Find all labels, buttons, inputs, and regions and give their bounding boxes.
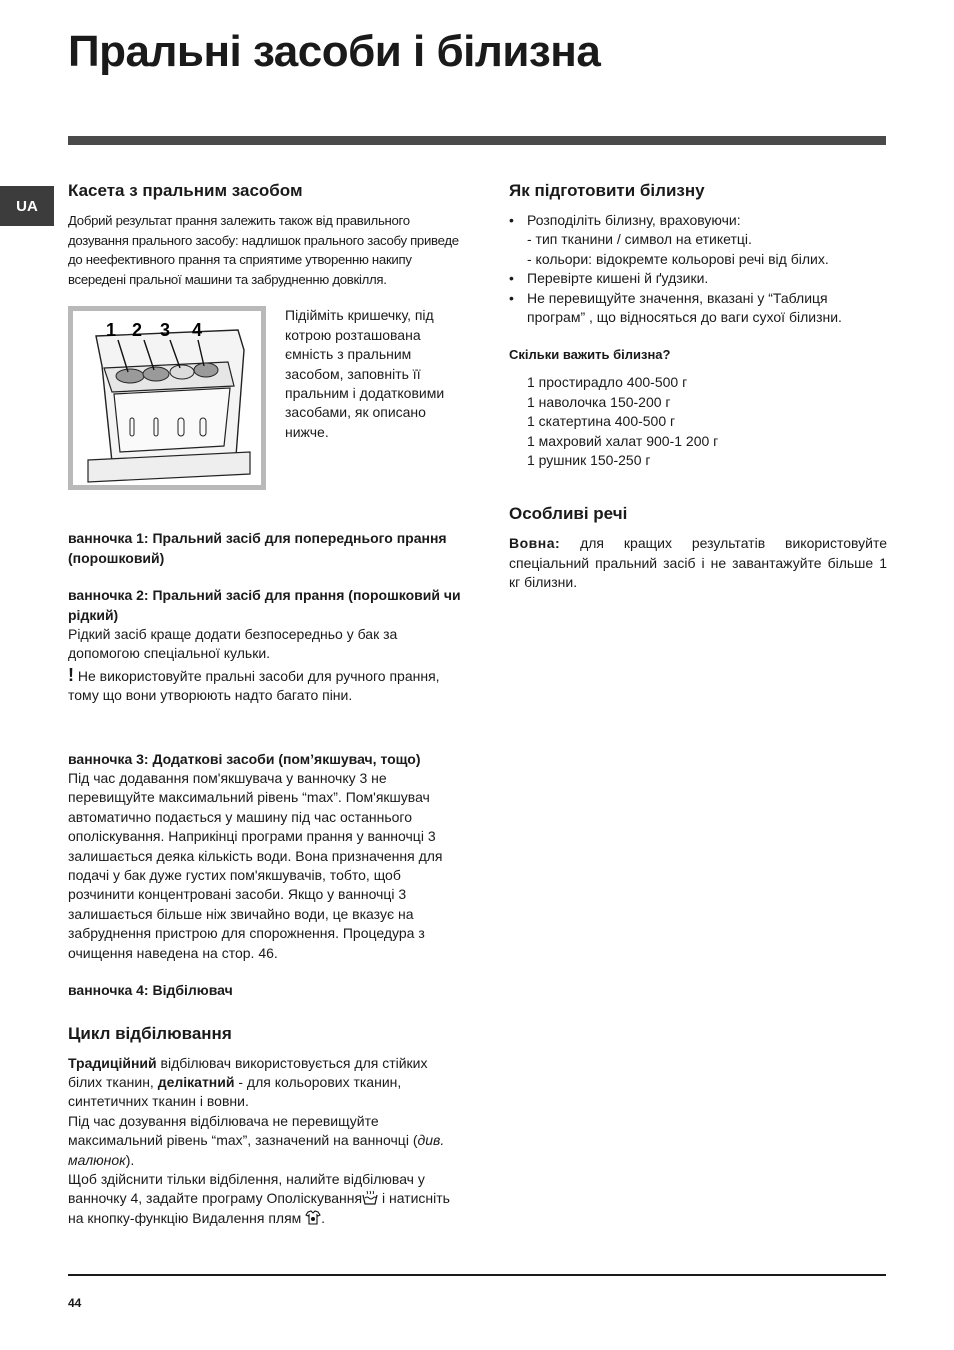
weight-item: 1 рушник 150-250 г [527,452,651,469]
bleach-paragraph-1 [68,1054,464,1112]
cassette-heading: Касета з пральним засобом [68,181,303,200]
right-column [509,180,887,593]
language-tab: UA [0,186,54,226]
bleach-close-paren: ). [125,1151,135,1168]
figure-label-3: 3 [160,320,171,341]
bleach-only-text: Щоб здійснити тільки відбілення, налийте відбілювач у ванночку 4, задайте програму Ополіскування [68,1170,425,1207]
rinse-program-icon [362,1190,378,1205]
left-column [68,180,464,1228]
bleach-text-b: - для кольорових тканин, синтетичних тканин і вовни. [68,1073,402,1110]
figure-caption: Підійміть кришечку, під котрою розташована ємність з пральним засобом, заповніть її пральним і додатковими засобами, як описано нижче. [285,307,445,440]
wool-text: для кращих результатів використовуйте спеціальний пральний засіб і не завантажуйте більше 1 кг білизни. [509,535,887,591]
tray4-heading: ванночка 4: Відбілювач [68,982,233,999]
prep-item-3 [509,289,887,328]
prep-item-2 [509,269,887,288]
prep-item-2-text: Перевірте кишені й ґудзики. [527,270,709,287]
bleach-press-text: і натисніть на кнопку-функцію Видалення плям [68,1190,450,1226]
warning-icon: ! [68,664,74,685]
bleach-period: . [321,1209,326,1226]
bleach-heading: Цикл відбілювання [68,1023,232,1043]
tray2-text: Рідкий засіб краще додати безпосередньо у бак за допомогою спеціальної кульки. [68,626,398,662]
bleach-max-text: Під час дозування відбілювача не перевищуйте максимальний рівень “max”, зазначений на ванночці ( [68,1112,418,1149]
wool-paragraph [509,534,887,592]
stain-removal-icon [305,1210,321,1225]
bleach-traditional-label: Традиційний [68,1054,157,1071]
bleach-delicate-label: делікатний [157,1073,235,1090]
bleach-paragraph-2 [68,1112,464,1170]
weight-item: 1 махровий халат 900-1 200 г [527,432,719,449]
figure-row [68,306,464,490]
detergent-drawer-figure [68,306,266,490]
prep-item-3-text: Не перевищуйте значення, вказані у “Таблиця програм” , що відносяться до ваги сухої білизни. [527,289,842,326]
weight-item: 1 простирадло 400-500 г [527,374,688,391]
prep-list-continued [509,269,887,327]
bleach-paragraph-3 [68,1170,464,1228]
bleach-see-figure: див. малюнок [68,1132,445,1168]
bleach-text-a: відбілювач використовується для стійких білих тканин, [68,1054,428,1090]
prep-item-1 [509,211,887,230]
prep-heading: Як підготовити білизну [509,181,705,200]
prep-list [509,211,887,230]
page-title: Пральні засоби і білизна [68,27,601,76]
figure-label-2: 2 [132,320,143,341]
tray2-heading: ванночка 2: Пральний засіб для прання (порошковий чи рідкий) [68,587,461,623]
title-divider [68,136,886,145]
weight-item: 1 скатертина 400-500 г [527,413,676,430]
weight-list [509,373,887,470]
prep-item-1-text: Розподіліть білизну, враховуючи: [527,212,741,228]
cassette-intro: Добрий результат прання залежить також від правильного дозування прального засобу: надлишок прального засобу приведе до неефективного прання та сприятиме утворенню накипу всередені пральної машини та забрудненню довкілля. [68,213,459,287]
tray3-heading: ванночка 3: Додаткові засоби (пом’якшувач, тощо) [68,750,421,767]
footer-divider [68,1274,886,1276]
weight-question: Скільки важить білизна? [509,347,671,363]
warning-paragraph [68,664,464,706]
prep-subitem-1: - тип тканини / символ на етикетці. [527,231,752,248]
figure-label-4: 4 [192,320,203,341]
figure-label-1: 1 [106,320,117,341]
tray1-heading: ванночка 1: Пральний засіб для попереднього прання (порошковий) [68,530,447,566]
detergent-drawer-illustration [68,306,266,490]
special-items-heading: Особливі речі [509,504,628,524]
prep-subitem-2: - кольори: відокремте кольорові речі від білих. [527,250,829,267]
wool-label: Вовна: [509,535,561,552]
page-number: 44 [68,1296,82,1310]
warning-text: Не використовуйте пральні засоби для ручного прання, тому що вони утворюють надто багато піни. [68,667,440,704]
weight-item: 1 наволочка 150-200 г [527,393,671,410]
tray3-text: Під час додавання пом'якшувача у ванночку 3 не перевищуйте максимальний рівень “max”. Пом'якшувач автоматично подається у машину під час останнього ополіскування. Наприкінці програми прання у ванночці 3 залишається деяка кількість води. Вона призначення для подачі у бак дуже густих пом'якшувачів, тобто, щоб розчинити концентровані засоби. Якщо у ванночці 3 залишається більше ніж звичайно води, це вказує на забруднення пристрою для спорожнення. Процедура з очищення наведена на стор. 46. [68,770,443,961]
